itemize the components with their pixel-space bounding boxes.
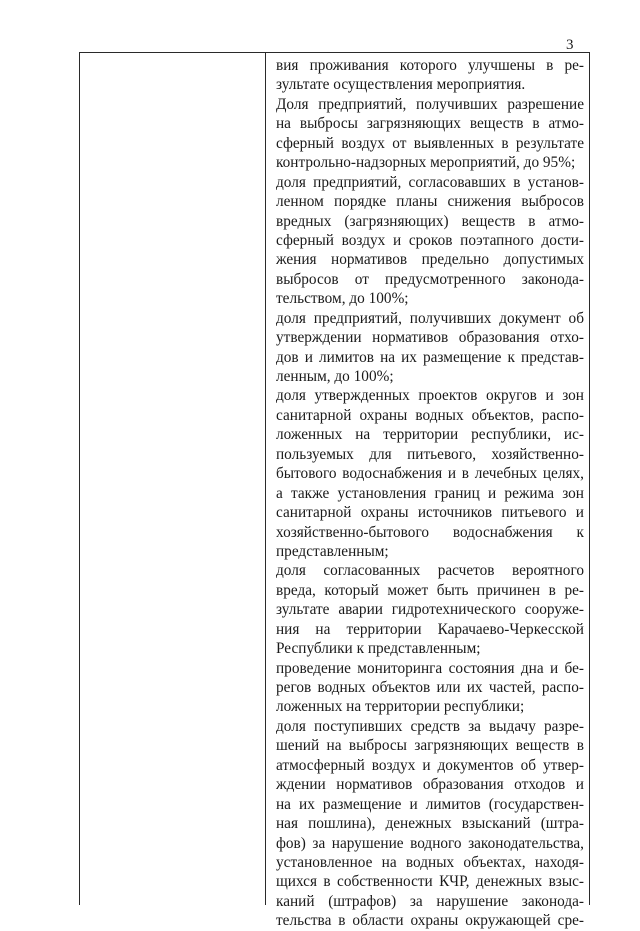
text-line: регов водных объектов или их частей, распо- bbox=[276, 679, 584, 696]
document-table bbox=[79, 52, 590, 930]
text-line: вредных (загрязняющих) веществ в атмо- bbox=[276, 212, 584, 230]
text-line: пользуемых для питьевого, хозяйственно- bbox=[276, 445, 584, 463]
text-line: контрольно-надзорных мероприятий, до 95%; bbox=[276, 154, 576, 172]
text-line: ленном порядке планы снижения выбросов bbox=[276, 193, 584, 211]
text-line: ложенных на территории республики; bbox=[276, 698, 525, 716]
text-line: на их размещение и лимитов (государствен- bbox=[276, 795, 584, 813]
text-line: бытового водоснабжения и в лечебных целях, bbox=[276, 465, 584, 483]
text-line: ная пошлина), денежных взысканий (штра- bbox=[276, 815, 584, 833]
text-line: хозяйственно-бытового водоснабжения к bbox=[276, 523, 584, 541]
table-right-cell bbox=[266, 53, 589, 930]
text-line: ждении нормативов образования отходов и bbox=[276, 776, 584, 794]
text-line: Доля предприятий, получивших разрешение bbox=[276, 95, 584, 113]
text-line: щихся в собственности КЧР, денежных взыс- bbox=[276, 873, 584, 891]
table-left-cell bbox=[80, 53, 266, 905]
text-line: жения нормативов предельно допустимых bbox=[276, 251, 584, 269]
text-line: выбросов от предусмотренного законода- bbox=[276, 270, 584, 288]
text-line: фов) за нарушение водного законодательства, bbox=[276, 834, 584, 852]
text-line: ния на территории Карачаево-Черкесской bbox=[276, 620, 584, 638]
text-line: Республики к представленным; bbox=[276, 640, 481, 658]
text-line: тельства в области охраны окружающей сре- bbox=[276, 912, 584, 930]
text-line: доля предприятий, согласовавших в установ- bbox=[276, 173, 584, 191]
text-line: представленным; bbox=[276, 542, 389, 560]
text-line: шений на выбросы загрязняющих веществ в bbox=[276, 737, 584, 755]
text-line: доля утвержденных проектов округов и зон bbox=[276, 387, 584, 405]
text-line: на выбросы загрязняющих веществ в атмо- bbox=[276, 115, 584, 133]
text-line: сферный воздух от выявленных в результате bbox=[276, 134, 584, 152]
text-line: утверждении нормативов образования отхо- bbox=[276, 329, 584, 347]
text-line: ложенных на территории республики, ис- bbox=[276, 426, 584, 444]
text-line: проведение мониторинга состояния дна и бе- bbox=[276, 659, 584, 677]
text-line: доля поступивших средств за выдачу разре- bbox=[276, 717, 584, 735]
text-line: установленное на водных объектах, находя- bbox=[276, 853, 584, 871]
text-line: а также установления границ и режима зон bbox=[276, 484, 584, 502]
text-line: зультате аварии гидротехнического сооруже- bbox=[276, 601, 584, 619]
text-line: санитарной охраны водных объектов, распо- bbox=[276, 406, 584, 424]
text-line: зультате осуществления мероприятия. bbox=[276, 76, 526, 94]
text-line: ленным, до 100%; bbox=[276, 368, 394, 385]
text-line: вреда, который может быть причинен в ре- bbox=[276, 581, 584, 599]
text-line: санитарной охраны источников питьевого и bbox=[276, 504, 584, 522]
text-line: атмосферный воздух и документов об утвер- bbox=[276, 756, 584, 774]
text-line: доля предприятий, получивших документ об bbox=[276, 309, 584, 327]
text-line: тельством, до 100%; bbox=[276, 290, 409, 308]
text-line: каний (штрафов) за нарушение законода- bbox=[276, 892, 584, 910]
text-line: дов и лимитов на их размещение к представ- bbox=[276, 348, 584, 366]
page-number: 3 bbox=[566, 37, 574, 53]
text-line: вия проживания которого улучшены в ре- bbox=[276, 57, 584, 74]
text-line: сферный воздух и сроков поэтапного дости- bbox=[276, 231, 584, 249]
text-line: доля согласованных расчетов вероятного bbox=[276, 562, 584, 580]
